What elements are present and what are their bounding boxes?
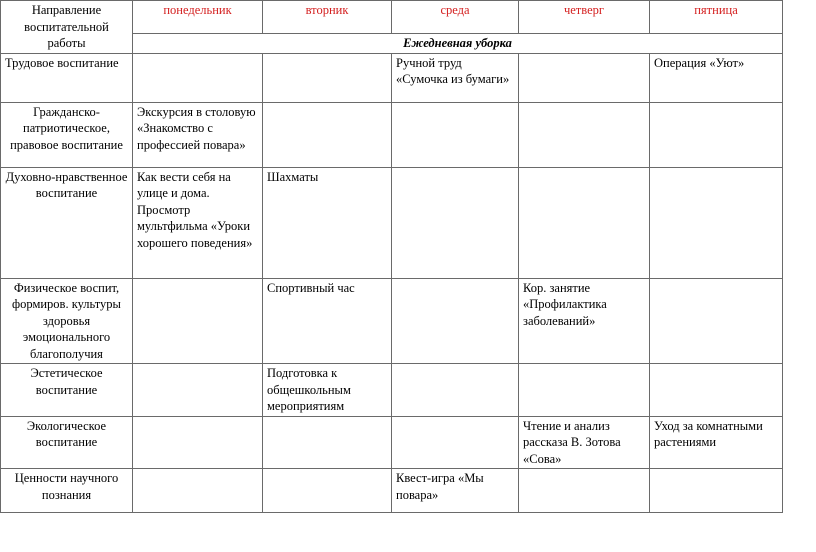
activity-cell-mon: Как вести себя на улице и дома. Просмотр мультфильма «Уроки хорошего поведения» xyxy=(133,167,263,278)
header-direction: Направление воспитательной работы xyxy=(1,1,133,54)
activity-cell-wed xyxy=(392,167,519,278)
activity-cell-thu: Чтение и анализ рассказа В. Зотова «Сова» xyxy=(519,416,650,469)
activity-cell-mon: Экскурсия в столовую «Знакомство с профессией повара» xyxy=(133,102,263,167)
activity-cell-mon xyxy=(133,364,263,417)
direction-cell: Экологическое воспитание xyxy=(1,416,133,469)
activity-cell-wed xyxy=(392,364,519,417)
header-day-tuesday: вторник xyxy=(263,1,392,34)
activity-cell-mon xyxy=(133,53,263,102)
activity-cell-wed xyxy=(392,278,519,364)
activity-cell-tue xyxy=(263,416,392,469)
table-row xyxy=(1,416,783,469)
header-row xyxy=(1,1,783,34)
activity-cell-wed: Квест-игра «Мы повара» xyxy=(392,469,519,513)
activity-cell-fri: Уход за комнатными растениями xyxy=(650,416,783,469)
header-day-thursday: четверг xyxy=(519,1,650,34)
activity-cell-thu xyxy=(519,469,650,513)
table-row xyxy=(1,53,783,102)
direction-cell: Эстетическое воспитание xyxy=(1,364,133,417)
direction-cell: Духовно-нравственное воспитание xyxy=(1,167,133,278)
activity-cell-wed xyxy=(392,416,519,469)
direction-cell: Ценности научного познания xyxy=(1,469,133,513)
activity-cell-mon xyxy=(133,469,263,513)
table-row xyxy=(1,102,783,167)
activity-cell-wed: Ручной труд «Сумочка из бумаги» xyxy=(392,53,519,102)
header-day-friday: пятница xyxy=(650,1,783,34)
activity-cell-thu xyxy=(519,364,650,417)
table-row xyxy=(1,278,783,364)
activity-cell-tue: Спортивный час xyxy=(263,278,392,364)
activity-cell-fri xyxy=(650,278,783,364)
direction-cell: Трудовое воспитание xyxy=(1,53,133,102)
activity-cell-tue: Подготовка к общешкольным мероприятиям xyxy=(263,364,392,417)
activity-cell-fri xyxy=(650,469,783,513)
table-row xyxy=(1,469,783,513)
header-day-wednesday: среда xyxy=(392,1,519,34)
table-row xyxy=(1,167,783,278)
activity-cell-mon xyxy=(133,278,263,364)
activity-cell-thu xyxy=(519,102,650,167)
activity-cell-wed xyxy=(392,102,519,167)
direction-cell: Гражданско-патриотическое, правовое воспитание xyxy=(1,102,133,167)
activity-cell-fri: Операция «Уют» xyxy=(650,53,783,102)
activity-cell-tue xyxy=(263,53,392,102)
activity-cell-thu: Кор. занятие «Профилактика заболеваний» xyxy=(519,278,650,364)
activity-cell-fri xyxy=(650,364,783,417)
activity-cell-fri xyxy=(650,102,783,167)
activity-cell-tue xyxy=(263,469,392,513)
direction-cell: Физическое воспит, формиров. культуры здоровья эмоционального благополучия xyxy=(1,278,133,364)
activity-cell-thu xyxy=(519,167,650,278)
activity-cell-fri xyxy=(650,167,783,278)
daily-cleaning: Ежедневная уборка xyxy=(133,34,783,54)
activity-cell-mon xyxy=(133,416,263,469)
table-row xyxy=(1,364,783,417)
header-day-monday: понедельник xyxy=(133,1,263,34)
activity-cell-thu xyxy=(519,53,650,102)
activity-cell-tue: Шахматы xyxy=(263,167,392,278)
activity-cell-tue xyxy=(263,102,392,167)
